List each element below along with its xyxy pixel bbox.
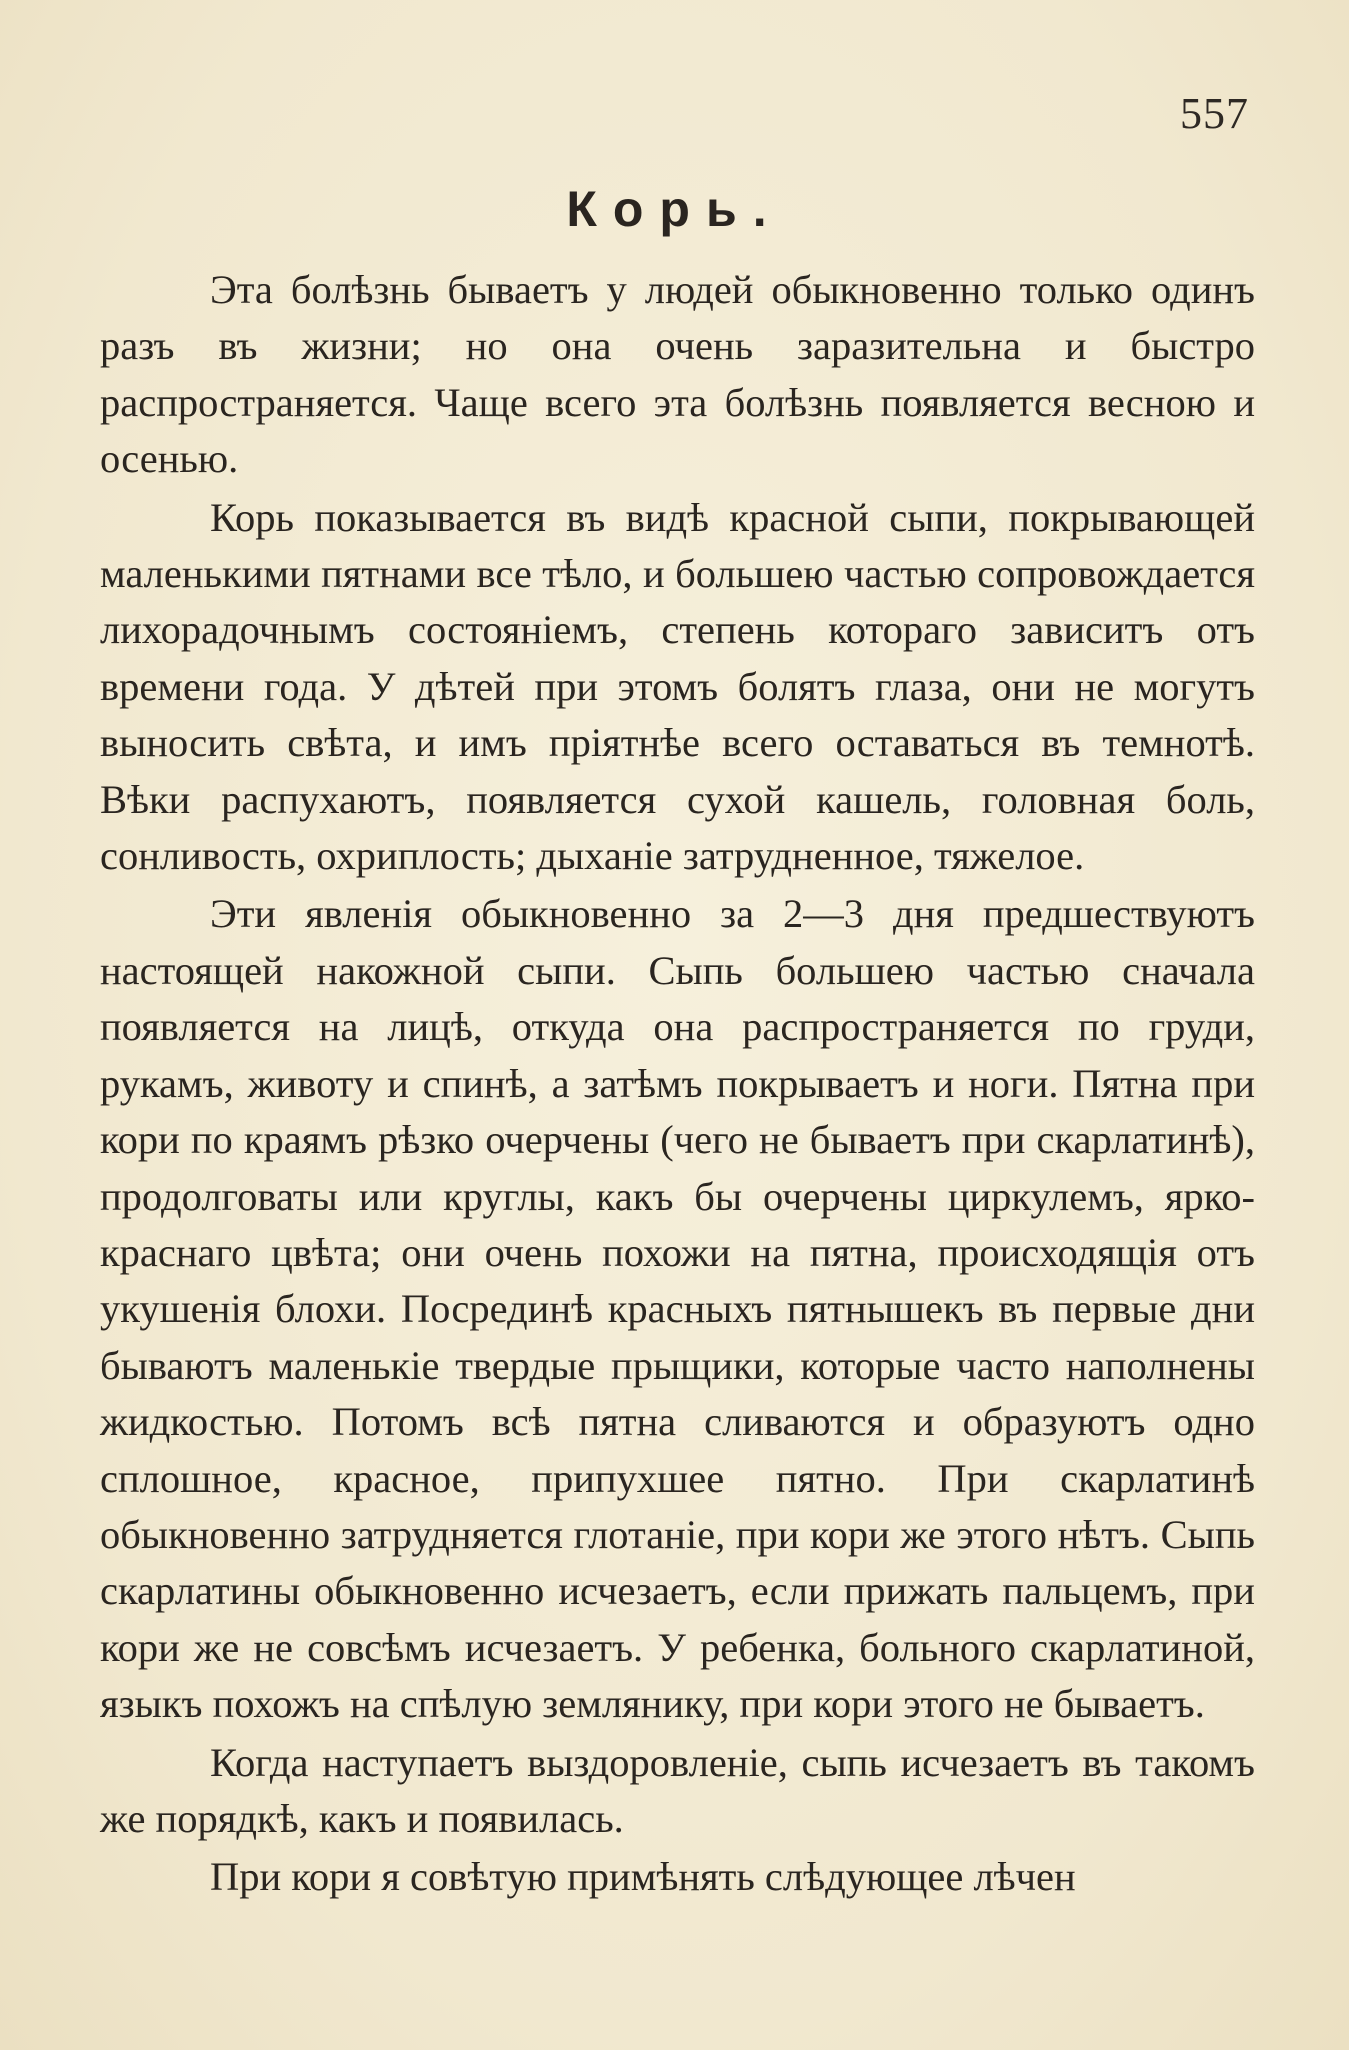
- chapter-title: Корь.: [566, 181, 783, 237]
- paragraph: Эти явленія обыкновенно за 2—3 дня предшествуютъ настоящей накожной сыпи. Сыпь большею частью сначала появляется на лицѣ, откуда она распространяется по груди, рукамъ, животу и спинѣ, а затѣмъ покрываетъ и ноги. Пятна при кори по краямъ рѣзко очерчены (чего не бываетъ при скарлатинѣ), продолговаты или круглы, какъ бы очерчены циркулемъ, ярко-краснаго цвѣта; они очень похожи на пятна, происходящія отъ укушенія блохи. Посрединѣ красныхъ пятнышекъ въ первые дни бываютъ маленькіе твердые прыщики, которые часто наполнены жидкостью. Потомъ всѣ пятна сливаются и образуютъ одно сплошное, красное, припухшее пятно. При скарлатинѣ обыкновенно затрудняется глотаніе, при кори же этого нѣтъ. Сыпь скарлатины обыкновенно исчезаетъ, если прижать пальцемъ, при кори же не совсѣмъ исчезаетъ. У ребенка, больного скарлатиной, языкъ похожъ на спѣлую землянику, при кори этого не бываетъ.: [100, 891, 1255, 1727]
- paragraph: Когда наступаетъ выздоровленіе, сыпь исчезаетъ въ такомъ же порядкѣ, какъ и появилась.: [100, 1739, 1255, 1841]
- page-number: 557: [1180, 89, 1249, 138]
- paragraph: При кори я совѣтую примѣнять слѣдующее лѣчен: [210, 1854, 1076, 1900]
- body-text: [100, 262, 1255, 1906]
- paragraph: Эта болѣзнь бываетъ у людей обыкновенно только одинъ разъ въ жизни; но она очень заразительна и быстро распространяется. Чаще всего эта болѣзнь появляется весною и осенью.: [100, 267, 1255, 482]
- paragraph: Корь показывается въ видѣ красной сыпи, покрывающей маленькими пятнами все тѣло, и большею частью сопровождается лихорадочнымъ состояніемъ, степень котораго зависитъ отъ времени года. У дѣтей при этомъ болятъ глаза, они не могутъ выносить свѣта, и имъ пріятнѣе всего оставаться въ темнотѣ. Вѣки распухаютъ, появляется сухой кашель, головная боль, сонливость, охриплость; дыханіе затрудненное, тяжелое.: [100, 494, 1255, 879]
